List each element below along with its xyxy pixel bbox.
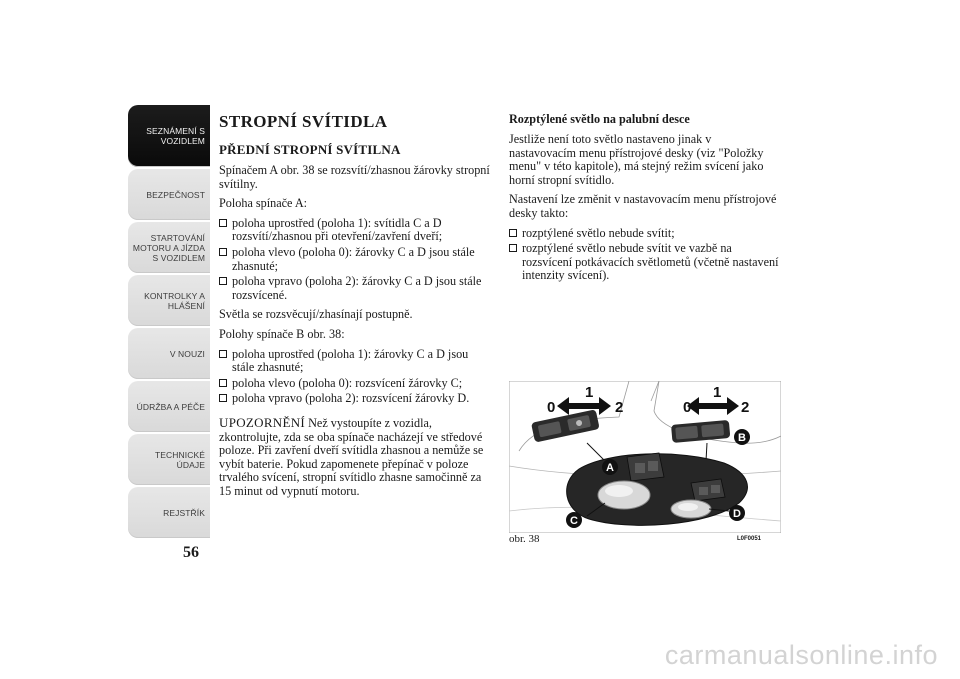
list-item-text: poloha vpravo (poloha 2): rozsvícení žárovky D. bbox=[232, 391, 470, 406]
page-number: 56 bbox=[183, 544, 199, 561]
checkbox-bullet-icon bbox=[509, 229, 517, 237]
svg-text:D: D bbox=[733, 508, 741, 520]
watermark: carmanualsonline.info bbox=[664, 640, 938, 670]
pos-0-label: 0 bbox=[683, 399, 692, 416]
pos-1-label: 1 bbox=[585, 384, 594, 401]
callout-d bbox=[729, 505, 745, 521]
ambient-para-2: Nastavení lze změnit v nastavovacím menu přístrojové desky takto: bbox=[509, 192, 777, 220]
svg-text:B: B bbox=[738, 432, 746, 444]
switch-b-heading: Polohy spínače B obr. 38: bbox=[219, 326, 345, 341]
figure-code: L0F0051 bbox=[737, 536, 762, 542]
callout-c bbox=[566, 512, 582, 528]
gradual-note: Světla se rozsvěcují/zhasínají postupně. bbox=[219, 307, 413, 322]
tab-label: STARTOVÁNÍ MOTORU A JÍZDA S VOZIDLEM bbox=[132, 232, 205, 263]
warning-label: UPOZORNĚNÍ bbox=[219, 414, 306, 430]
checkbox-bullet-icon bbox=[219, 394, 227, 402]
tab-label: TECHNICKÉ ÚDAJE bbox=[154, 449, 205, 470]
list-item bbox=[509, 242, 781, 283]
list-item bbox=[219, 275, 491, 302]
svg-text:A: A bbox=[606, 462, 614, 474]
warning-text: Než vystoupíte z vozidla, zkontrolujte, zda se oba spínače nacházejí ve středové poloze. Při zavření dveří svítidla zhasnou a nemůže se vybít baterie. Pokud zapomenete přepínač v poloze trvalého svícení, stropní svítidlo zhasne samočinně za 15 minut od vypnutí motoru. bbox=[219, 415, 484, 498]
tab-label: SEZNÁMENÍ S VOZIDLEM bbox=[146, 126, 205, 146]
section-title: STROPNÍ SVÍTIDLA bbox=[219, 112, 388, 131]
pos-2-label: 2 bbox=[741, 399, 750, 416]
switch-a-list bbox=[219, 217, 491, 303]
checkbox-bullet-icon bbox=[219, 350, 227, 358]
list-item-text: poloha vlevo (poloha 0): žárovky C a D jsou stále zhasnuté; bbox=[232, 244, 475, 273]
tab-technicke-udaje[interactable] bbox=[128, 434, 210, 485]
right-column bbox=[509, 112, 781, 289]
ambient-list bbox=[509, 227, 781, 283]
list-item-text: poloha vpravo (poloha 2): žárovky C a D jsou stále rozsvícené. bbox=[232, 274, 482, 302]
tab-v-nouzi[interactable] bbox=[128, 328, 210, 379]
callout-a bbox=[602, 459, 618, 475]
tab-udrzba[interactable] bbox=[128, 381, 210, 432]
tab-startovani[interactable] bbox=[128, 222, 210, 273]
ambient-para-1: Jestliže není toto světlo nastaveno jinak v nastavovacím menu přístrojové desky (viz "Položky menu" v této kapitole), má stejný režim svícení jako horní stropní svítidlo. bbox=[509, 132, 764, 187]
ceiling-light-figure bbox=[509, 381, 781, 533]
svg-text:C: C bbox=[570, 515, 578, 527]
tab-label: ÚDRŽBA A PÉČE bbox=[136, 401, 205, 412]
switch-b-button bbox=[711, 485, 720, 493]
list-item bbox=[219, 246, 491, 273]
ambient-light-title: Rozptýlené světlo na palubní desce bbox=[509, 112, 690, 126]
switch-b-list bbox=[219, 348, 491, 406]
checkbox-bullet-icon bbox=[219, 379, 227, 387]
tab-label: BEZPEČNOST bbox=[146, 189, 205, 200]
tab-rejstrik[interactable] bbox=[128, 487, 210, 538]
tab-seznameni-s-vozidlem[interactable] bbox=[128, 105, 210, 167]
list-item-text: poloha uprostřed (poloha 1): svítidla C a D rozsvítí/zhasnou při otevření/zavření dveří; bbox=[232, 215, 443, 244]
switch-a-heading: Poloha spínače A: bbox=[219, 196, 308, 211]
callout-b bbox=[734, 429, 750, 445]
switch-a-button bbox=[635, 463, 645, 473]
pos-1-label: 1 bbox=[713, 384, 722, 401]
switch-b-button bbox=[699, 487, 708, 495]
list-item-text: rozptýlené světlo nebude svítit; bbox=[522, 225, 675, 240]
checkbox-bullet-icon bbox=[219, 248, 227, 256]
list-item bbox=[219, 392, 491, 406]
checkbox-bullet-icon bbox=[219, 219, 227, 227]
figure-caption: obr. 38 bbox=[509, 533, 540, 545]
tab-kontrolky[interactable] bbox=[128, 275, 210, 326]
tab-label: V NOUZI bbox=[169, 348, 205, 359]
list-item bbox=[219, 348, 491, 375]
tab-label: REJSTŘÍK bbox=[163, 507, 205, 518]
list-item-text: poloha vlevo (poloha 0): rozsvícení žárovky C; bbox=[232, 375, 463, 390]
pos-0-label: 0 bbox=[547, 399, 556, 416]
list-item bbox=[219, 377, 491, 391]
tab-label: KONTROLKY A HLÁŠENÍ bbox=[144, 290, 205, 311]
list-item bbox=[219, 217, 491, 244]
pos-2-label: 2 bbox=[615, 399, 624, 416]
checkbox-bullet-icon bbox=[219, 277, 227, 285]
sub-title: PŘEDNÍ STROPNÍ SVÍTILNA bbox=[219, 142, 401, 157]
tab-bezpecnost[interactable] bbox=[128, 169, 210, 220]
checkbox-bullet-icon bbox=[509, 244, 517, 252]
intro-text: Spínačem A obr. 38 se rozsvítí/zhasnou žárovky stropní svítilny. bbox=[219, 163, 490, 191]
left-column bbox=[219, 112, 491, 504]
warning-paragraph bbox=[219, 416, 491, 499]
list-item bbox=[509, 227, 781, 241]
list-item-text: rozptýlené světlo nebude svítit ve vazbě na rozsvícení potkávacích světlometů (včetně nastavení intenzity svícení). bbox=[522, 241, 779, 283]
switch-a-button bbox=[648, 461, 658, 471]
chapter-sidebar bbox=[128, 105, 210, 540]
list-item-text: poloha uprostřed (poloha 1): žárovky C a D jsou stále zhasnuté; bbox=[232, 346, 469, 375]
